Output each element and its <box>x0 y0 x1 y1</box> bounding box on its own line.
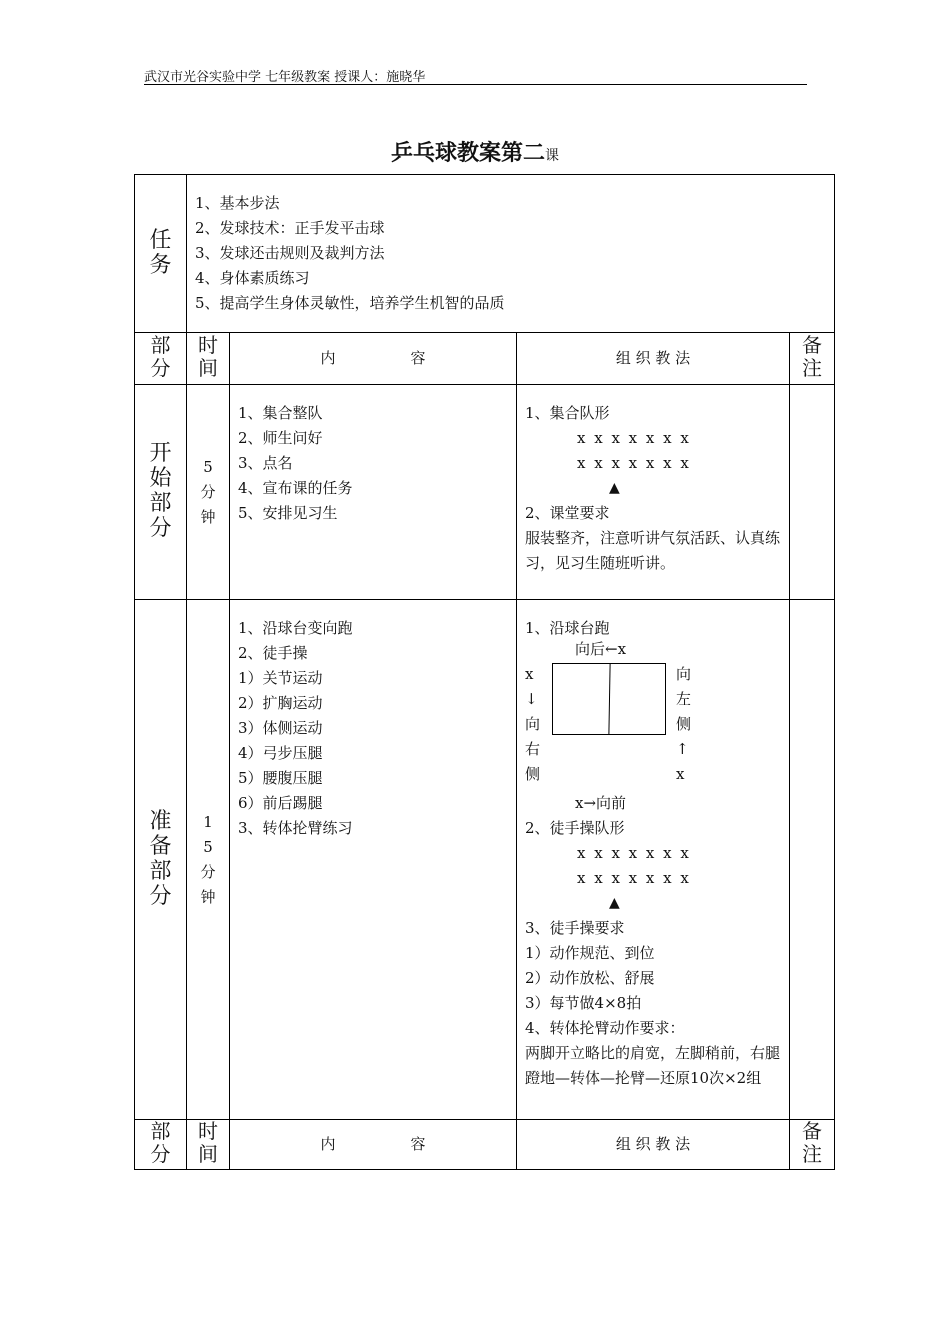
content-item: 5、安排见习生 <box>238 504 338 522</box>
run-heading: 1、沿球台跑 <box>525 619 610 637</box>
col-note-label: 备注 <box>802 333 823 380</box>
start-section-row <box>135 385 835 600</box>
col-method <box>517 333 790 385</box>
content-item: 2、徒手操 <box>238 644 308 662</box>
prep-label: 准备部分 <box>149 808 172 909</box>
title-main: 乒乓球教案第二 <box>390 140 545 166</box>
lesson-plan-table <box>134 174 835 1170</box>
tasks-row <box>135 175 835 333</box>
task-item: 5、提高学生身体灵敏性，培养学生机智的品质 <box>195 294 505 312</box>
col-part <box>135 1120 187 1170</box>
content-item: 6）前后踢腿 <box>238 794 323 812</box>
formation-row: x x x x x x x <box>577 869 691 887</box>
court-bottom-label: x→向前 <box>575 794 627 812</box>
task-item: 2、发球技术：正手发平击球 <box>195 219 385 237</box>
prep-method <box>517 600 790 1120</box>
tasks-label-cell <box>135 175 187 333</box>
col-time-label: 时间 <box>198 1119 218 1166</box>
start-content <box>230 385 517 600</box>
start-time: 5分钟 <box>200 457 216 526</box>
start-label-cell <box>135 385 187 600</box>
title-suffix: 课 <box>545 148 559 164</box>
requirement-item: 2）动作放松、舒展 <box>525 969 655 987</box>
col-method-label: 组 织 教 法 <box>615 1135 691 1153</box>
court-left-label: 向 <box>525 715 541 733</box>
col-part-label: 部分 <box>150 333 171 380</box>
task-item: 3、发球还击规则及裁判方法 <box>195 244 385 262</box>
teacher-marker-icon: ▲ <box>609 480 620 496</box>
tasks-list <box>187 175 835 333</box>
header-rule <box>144 84 807 85</box>
content-item: 2）扩胸运动 <box>238 694 323 712</box>
prep-label-cell <box>135 600 187 1120</box>
court-right-label: 侧 <box>676 715 692 733</box>
prep-time: 15分钟 <box>200 812 216 906</box>
page-header: 武汉市光谷实验中学 七年级教案 授课人：施晓华 <box>144 70 426 85</box>
col-note <box>790 333 835 385</box>
arrow-down-icon: ↓ <box>525 690 538 708</box>
col-method-label: 组 织 教 法 <box>615 349 691 367</box>
col-note-label: 备注 <box>802 1119 823 1166</box>
content-item: 1）关节运动 <box>238 669 323 687</box>
court-left-label: 侧 <box>525 765 541 783</box>
col-time-label: 时间 <box>198 333 218 380</box>
court-left-label: 右 <box>525 740 541 758</box>
col-note <box>790 1120 835 1170</box>
start-label: 开始部分 <box>149 441 172 541</box>
requirement-text: 服装整齐，注意听讲气氛活跃、认真练习，见习生随班听讲。 <box>525 529 781 572</box>
prep-content <box>230 600 517 1120</box>
requirement-item: 1）动作规范、到位 <box>525 944 655 962</box>
content-item: 2、师生问好 <box>238 429 323 447</box>
content-item: 3）体侧运动 <box>238 719 323 737</box>
column-header-row <box>135 333 835 385</box>
formation-row: x x x x x x x <box>577 429 691 447</box>
requirement-heading: 3、徒手操要求 <box>525 919 625 937</box>
teacher-marker-icon: ▲ <box>609 895 620 911</box>
content-item: 1、集合整队 <box>238 404 323 422</box>
col-part-label: 部分 <box>150 1119 171 1166</box>
prep-note <box>790 600 835 1120</box>
swing-requirement-text: 两脚开立略比的肩宽，左脚稍前，右腿蹬地—转体—抡臂—还原10次×2组 <box>525 1044 781 1087</box>
col-method <box>517 1120 790 1170</box>
col-time <box>187 1120 230 1170</box>
col-content <box>230 333 517 385</box>
col-content <box>230 1120 517 1170</box>
court-right-label: 向 <box>676 665 692 683</box>
col-part <box>135 333 187 385</box>
column-header-row <box>135 1120 835 1170</box>
formation-row: x x x x x x x <box>577 844 691 862</box>
tasks-label: 任务 <box>149 227 172 278</box>
requirement-heading: 2、课堂要求 <box>525 504 610 522</box>
requirement-item: 3）每节做4×8拍 <box>525 994 642 1012</box>
task-item: 4、身体素质练习 <box>195 269 310 287</box>
table-run-diagram <box>525 641 700 791</box>
start-time-cell <box>187 385 230 600</box>
content-item: 3、点名 <box>238 454 293 472</box>
court-right-label: x <box>676 765 685 783</box>
drill-heading: 2、徒手操队形 <box>525 819 625 837</box>
start-method <box>517 385 790 600</box>
court-left-label: x <box>525 665 534 683</box>
content-item: 3、转体抡臂练习 <box>238 819 353 837</box>
col-content-label: 内 容 <box>320 1135 426 1153</box>
requirement-item: 4、转体抡臂动作要求： <box>525 1019 685 1037</box>
content-item: 4）弓步压腿 <box>238 744 323 762</box>
content-item: 1、沿球台变向跑 <box>238 619 353 637</box>
task-item: 1、基本步法 <box>195 194 280 212</box>
content-item: 4、宣布课的任务 <box>238 479 353 497</box>
formation-row: x x x x x x x <box>577 454 691 472</box>
col-content-label: 内 容 <box>320 349 426 367</box>
method-heading: 1、集合队形 <box>525 404 610 422</box>
content-item: 5）腰腹压腿 <box>238 769 323 787</box>
prep-section-row <box>135 600 835 1120</box>
court-top-label: 向后←x <box>575 640 627 658</box>
arrow-up-icon: ↑ <box>676 740 689 758</box>
col-time <box>187 333 230 385</box>
page-title <box>0 136 950 167</box>
court-right-label: 左 <box>676 690 692 708</box>
prep-time-cell <box>187 600 230 1120</box>
start-note <box>790 385 835 600</box>
